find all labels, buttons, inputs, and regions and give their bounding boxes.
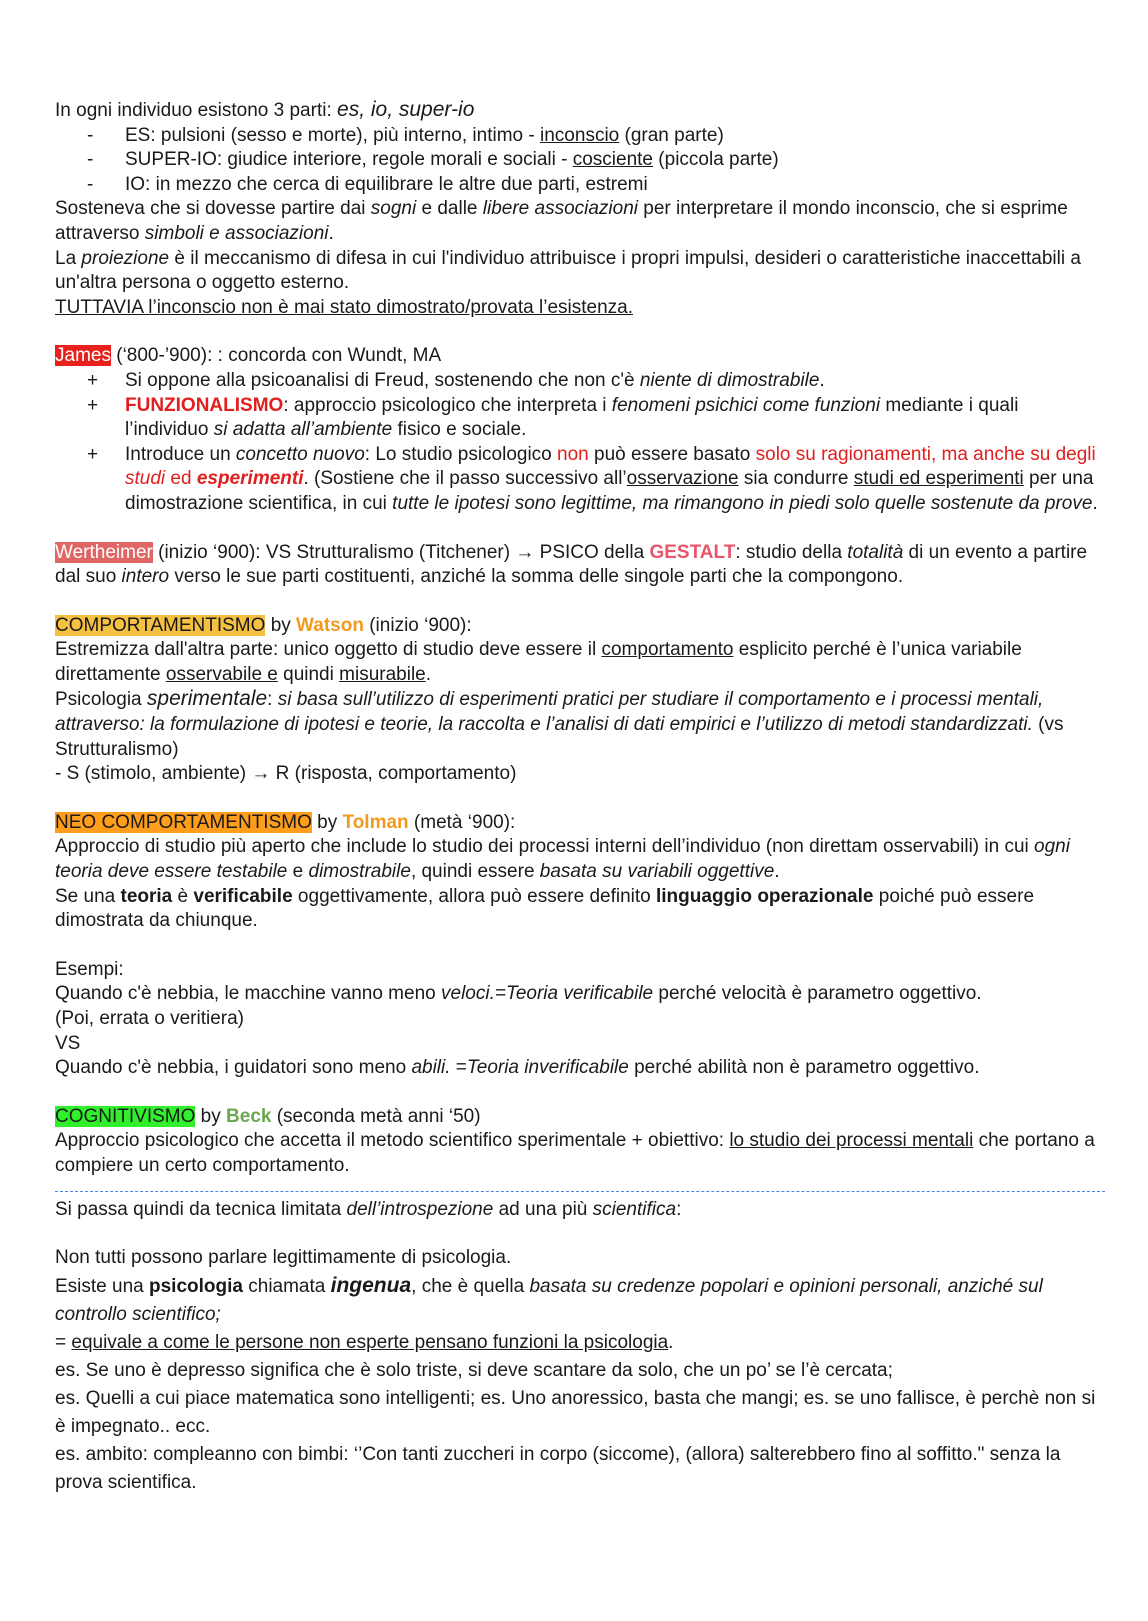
introspezione-line: Si passa quindi da tecnica limitata dell’introspezione ad una più scientifica: bbox=[55, 1198, 682, 1220]
superio-item: - SUPER-IO: giudice interiore, regole morali e sociali - cosciente (piccola parte) bbox=[87, 149, 779, 171]
esempi-label: Esempi: bbox=[55, 958, 124, 980]
io-item: - IO: in mezzo che cerca di equilibrare le altre due parti, estremi bbox=[87, 173, 648, 195]
estremizza-paragraph: Estremizza dall'altra parte: unico oggetto di studio deve essere il comportamento esplicito perché è l’unica variabile direttamente osservabile e quindi misurabile. bbox=[55, 639, 1022, 685]
legittimamente-line: Non tutti possono parlare legittimamente di psicologia. bbox=[55, 1247, 512, 1269]
teoria-verificabile-paragraph: Se una teoria è verificabile oggettivamente, allora può essere definito linguaggio operazionale poiché può essere dimostrata da chiunque. bbox=[55, 885, 1035, 932]
esempio-vs: VS bbox=[55, 1032, 81, 1054]
ingenua-section bbox=[55, 1244, 1105, 1497]
james-item-freud: + Si oppone alla psicoanalisi di Freud, sostenendo che non c'è niente di dimostrabile. bbox=[87, 369, 825, 391]
wertheimer-paragraph: Wertheimer (inizio ‘900): VS Strutturalismo (Titchener) → PSICO della GESTALT: studio della totalità di un evento a partire dal suo intero verso le sue parti costituenti, anziché la somma delle singole parti che la compongono. bbox=[55, 541, 1088, 588]
james-name: James bbox=[55, 345, 111, 367]
cognitivismo-paragraph: Approccio psicologico che accetta il metodo scientifico sperimentale + obiettivo: lo studio dei processi mentali che portano a compiere un certo comportamento. bbox=[55, 1130, 1095, 1176]
esempio-abili: Quando c'è nebbia, i guidatori sono meno abili. =Teoria inverificabile perché abilità non è parametro oggettivo. bbox=[55, 1057, 980, 1079]
james-item-concetto: + Introduce un concetto nuovo: Lo studio psicologico non può essere basato solo su ragionamenti, ma anche su degli studi ed esperimenti. (Sostiene che il passo successivo all’osservazione sia condurre studi ed esperimenti per una dimostrazione scientifica, in cui tutte le ipotesi sono legittime, ma rimangono in piedi solo quelle sostenute da prove. bbox=[87, 443, 1098, 514]
stimolo-risposta-line: - S (stimolo, ambiente) → R (risposta, comportamento) bbox=[55, 763, 517, 785]
sogni-paragraph: Sosteneva che si dovesse partire dai sogni e dalle libere associazioni per interpretare il mondo inconscio, che si esprime attraverso simboli e associazioni. bbox=[55, 198, 1068, 244]
neo-heading: NEO COMPORTAMENTISMO by Tolman (metà ‘900): bbox=[55, 811, 516, 833]
neo-approccio-paragraph: Approccio di studio più aperto che include lo studio dei processi interni dell’individuo (non direttam osservabili) in cui ogni teoria deve essere testabile e dimostrabile, quindi essere basata su variabili oggettive. bbox=[55, 836, 1070, 883]
esempio-depresso: es. Se uno è depresso significa che è solo triste, si deve scantare da solo, che un po’ se l’è cercata; bbox=[55, 1360, 893, 1382]
esempio-matematica: es. Quelli a cui piace matematica sono intelligenti; es. Uno anoressico, basta che mangi; es. se uno fallisce, è perchè non si è impegnato.. ecc. bbox=[55, 1388, 1096, 1438]
proiezione-paragraph: La proiezione è il meccanismo di difesa in cui l'individuo attribuisce i propri impulsi, desideri o caratteristiche inaccettabili a un'altra persona o oggetto esterno. bbox=[55, 247, 1081, 294]
dashed-divider bbox=[55, 1191, 1105, 1192]
esempio-compleanno: es. ambito: compleanno con bimbi: ‘’Con tanti zuccheri in corpo (siccome), (allora) salterebbero fino al soffitto." senza la prova scientifica. bbox=[55, 1444, 1061, 1494]
wertheimer-name: Wertheimer bbox=[55, 541, 153, 563]
document-page bbox=[55, 98, 1105, 1497]
comportamentismo-heading: COMPORTAMENTISMO by Watson (inizio ‘900): bbox=[55, 614, 472, 636]
sperimentale-paragraph: Psicologia sperimentale: si basa sull’utilizzo di esperimenti pratici per studiare il comportamento e i processi mentali, attraverso: la formulazione di ipotesi e teorie, la raccolta e l’analisi di dati empirici e l’utilizzo di metodi standardizzati. (vs Strutturalismo) bbox=[55, 687, 1064, 760]
esempio-veloci: Quando c'è nebbia, le macchine vanno meno veloci.=Teoria verificabile perché velocità è parametro oggettivo. bbox=[55, 983, 982, 1005]
ingenua-paragraph: Esiste una psicologia chiamata ingenua, che è quella basata su credenze popolari e opinioni personali, anziché sul controllo scientifico; bbox=[55, 1274, 1043, 1326]
james-item-funzionalismo: + FUNZIONALISMO: approccio psicologico che interpreta i fenomeni psichici come funzioni mediante i quali l’individuo si adatta all’ambiente fisico e sociale. bbox=[87, 394, 1019, 441]
es-item: - ES: pulsioni (sesso e morte), più interno, intimo - inconscio (gran parte) bbox=[87, 124, 724, 146]
intro-parts-line: In ogni individuo esistono 3 parti: es, io, super-io bbox=[55, 98, 475, 121]
james-heading: James (‘800-’900): : concorda con Wundt, MA bbox=[55, 345, 442, 367]
tuttavia-line: TUTTAVIA l’inconscio non è mai stato dimostrato/provata l’esistenza. bbox=[55, 296, 633, 318]
cognitivismo-heading: COGNITIVISMO by Beck (seconda metà anni ‘50) bbox=[55, 1105, 481, 1127]
equivale-line: = equivale a come le persone non esperte pensano funzioni la psicologia. bbox=[55, 1332, 674, 1354]
esempio-note: (Poi, errata o veritiera) bbox=[55, 1008, 245, 1029]
